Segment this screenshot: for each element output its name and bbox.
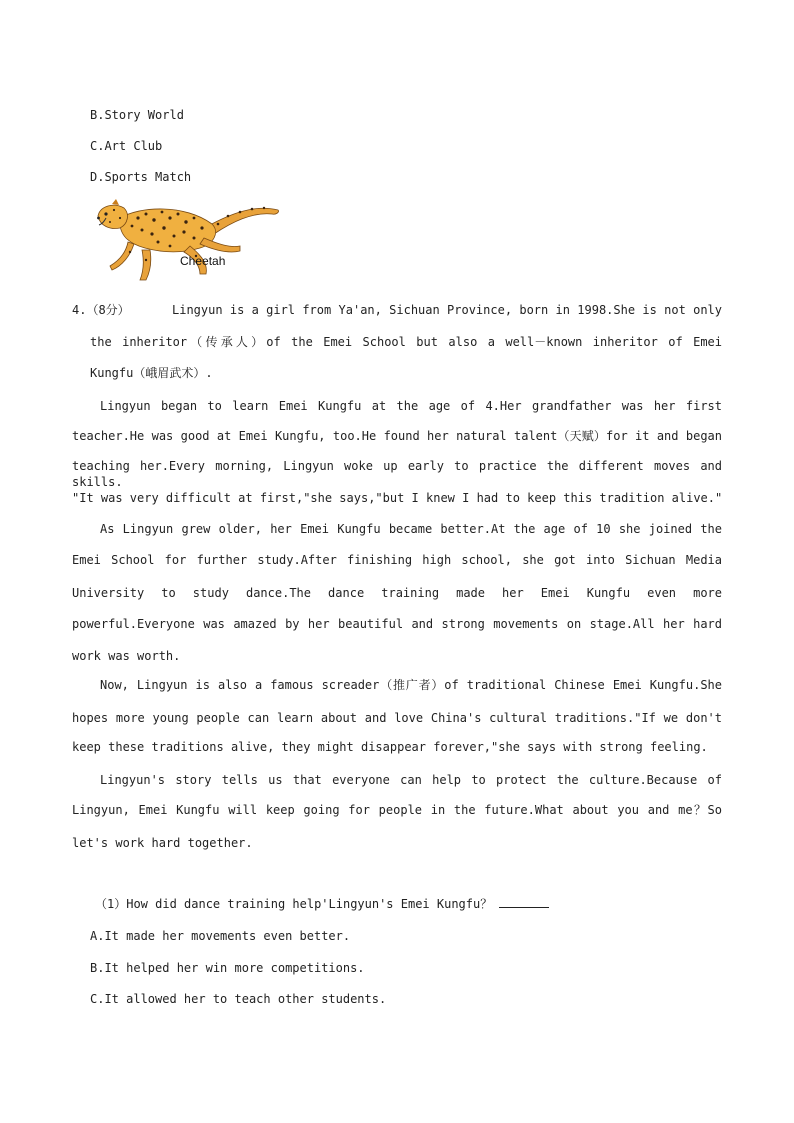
p4-line-3: let's work hard together. [72,836,253,850]
option-c: C.Art Club [90,139,163,153]
p4-line-1: Lingyun's story tells us that everyone can help to protect the culture.Because of [100,773,722,787]
p1-line-1: Lingyun began to learn Emei Kungfu at the age of 4.Her grandfather was her first [100,399,722,413]
p3-line-2: hopes more young people can learn about and love China's cultural traditions."If we don't [72,711,722,725]
answer-blank[interactable] [499,895,549,908]
p4-line-2: Lingyun, Emei Kungfu will keep going for people in the future.What about you and me？So [72,803,722,817]
option-d: D.Sports Match [90,170,192,184]
p2-line-3: University to study dance.The dance training made her Emei Kungfu even more [72,586,722,600]
p2-line-5: work was worth. [72,649,181,663]
intro-line-3: Kungfu（峨眉武术）. [90,366,213,380]
p2-line-1: As Lingyun grew older, her Emei Kungfu became better.At the age of 10 she joined the [100,522,722,536]
intro-line-2: the inheritor（传承人）of the Emei School but also a well－known inheritor of Emei [90,335,722,349]
intro-line-1: Lingyun is a girl from Ya'an, Sichuan Province, born in 1998.She is not only [172,303,722,317]
p2-line-4: powerful.Everyone was amazed by her beautiful and strong movements on stage.All her hard [72,617,722,631]
p1-line-2: teacher.He was good at Emei Kungfu, too.He found her natural talent（天赋）for it and began [72,429,722,443]
question-number: 4.（8分） [72,303,130,317]
answer-option-b: B.It helped her win more competitions. [90,961,365,975]
p3-line-3: keep these traditions alive, they might disappear forever,"she says with strong feeling. [72,740,708,754]
answer-option-c: C.It allowed her to teach other students. [90,992,387,1006]
sub-question-1 [95,895,549,912]
answer-option-a: A.It made her movements even better. [90,929,351,943]
p1-line-4: "It was very difficult at first,"she says,"but I knew I had to keep this tradition alive." [72,491,723,505]
cheetah-icon [90,196,284,284]
sub-question-1-stem: （1）How did dance training help'Lingyun's Emei Kungfu？ [95,897,493,911]
cheetah-figure [90,196,284,284]
figure-caption: Cheetah [180,254,226,268]
p1-line-3: teaching her.Every morning, Lingyun woke up early to practice the different moves and skills. [72,459,722,489]
p2-line-2: Emei School for further study.After finishing high school, she got into Sichuan Media [72,553,722,567]
option-b: B.Story World [90,108,184,122]
p3-line-1: Now, Lingyun is also a famous screader（推广者）of traditional Chinese Emei Kungfu.She [100,678,722,692]
